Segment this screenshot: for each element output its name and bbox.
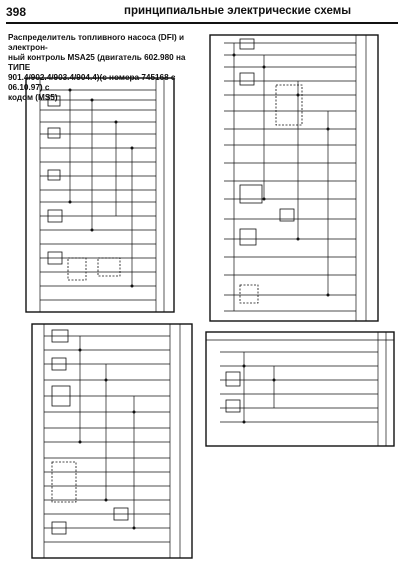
- caption-line: 901.4/902.4/903.4/904.4)(с номера 745168 с 06.10.97) с: [8, 73, 176, 92]
- caption-line: ный контроль MSA25 (двигатель 602.980 на ТИПЕ: [8, 53, 186, 72]
- schematic-sheet-2: [206, 33, 400, 325]
- caption-line: кодом (MS5): [8, 93, 58, 102]
- schematic-sheet-3: [30, 322, 202, 562]
- page-number: 398: [6, 5, 27, 19]
- section-title: принципиальные электрические схемы: [124, 5, 352, 17]
- schematic-sheet-4: [204, 330, 400, 450]
- schematic-sheet-1: [8, 76, 200, 316]
- caption-line: Распределитель топливного насоса (DFI) и электрон-: [8, 33, 185, 52]
- page-header: [6, 5, 398, 24]
